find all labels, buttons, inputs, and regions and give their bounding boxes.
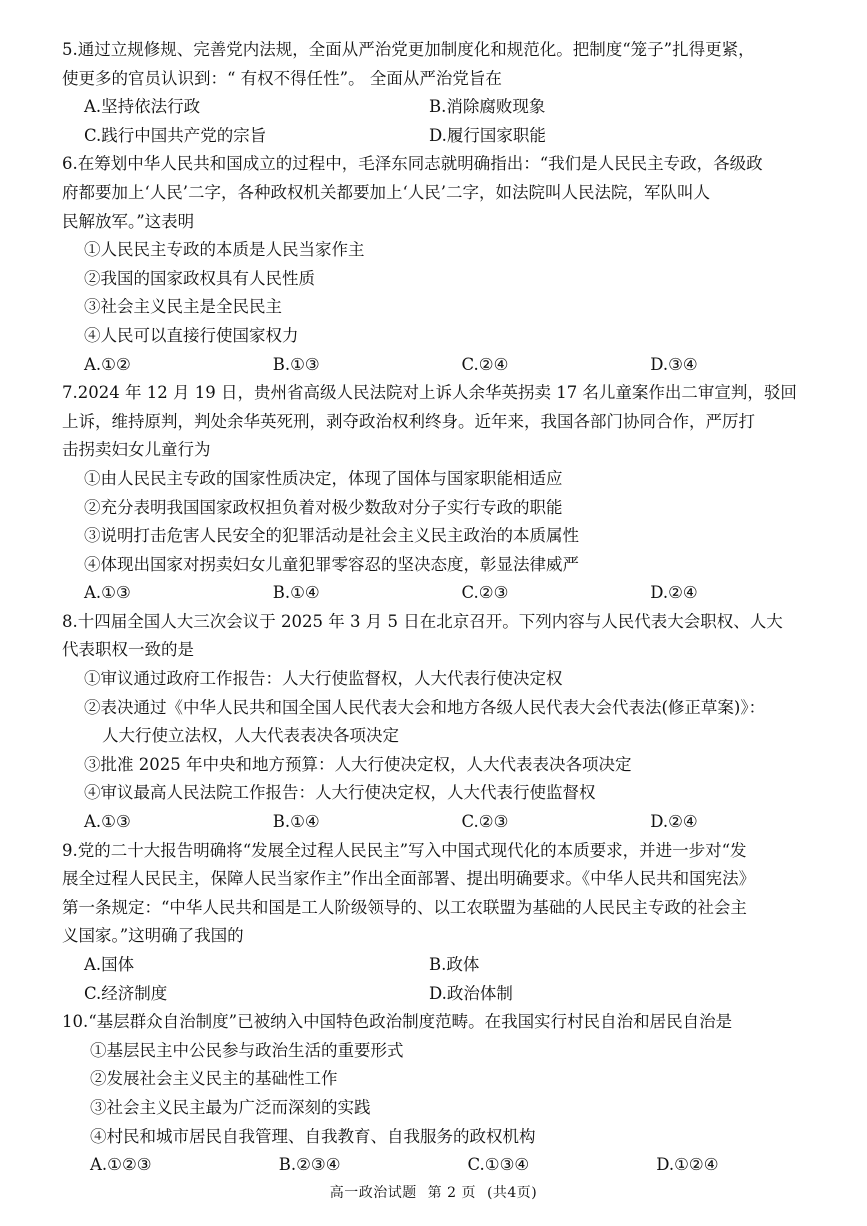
option-c: C.②③ (461, 583, 509, 603)
option-row (62, 980, 817, 1009)
option-d: D.②④ (650, 812, 698, 832)
question-stem-line: 5.通过立规修规、完善党内法规，全面从严治党更加制度化和规范化。把制度“笼子”扎得更紧， (62, 40, 755, 59)
option-row (62, 808, 817, 837)
statement-2: ②充分表明我国国家政权担负着对极少数敌对分子实行专政的职能 (84, 497, 563, 517)
option-b: B.①④ (272, 812, 320, 832)
statement-3: ③批准 2025 年中央和地方预算：人大行使决定权，人大代表表决各项决定 (84, 754, 632, 774)
question-6 (62, 150, 817, 379)
question-stem-line: 8.十四届全国人大三次会议于 2025 年 3 月 5 日在北京召开。下列内容与人民代表大会职权、人大 (62, 611, 783, 631)
option-b: B.①④ (272, 583, 320, 603)
statement-1: ①由人民民主专政的国家性质决定，体现了国体与国家职能相适应 (84, 468, 563, 488)
statement-3: ③说明打击危害人民安全的犯罪活动是社会主义民主政治的本质属性 (84, 526, 579, 546)
statement-4: ④村民和城市居民自我管理、自我教育、自我服务的政权机构 (90, 1126, 536, 1146)
option-b: B.消除腐败现象 (429, 97, 546, 117)
question-stem-line: 上诉，维持原判，判处余华英死刑，剥夺政治权利终身。近年来，我国各部门协同合作，严厉打 (62, 411, 755, 431)
option-row (62, 1151, 817, 1180)
footer-total-pages: (共4页) (486, 1185, 538, 1201)
question-stem-line: 6.在筹划中华人民共和国成立的过程中，毛泽东同志就明确指出：“我们是人民民主专政，各级政 (62, 154, 763, 174)
statement-2-continued: 人大行使立法权，人大代表表决各项决定 (102, 726, 399, 746)
option-b: B.②③④ (278, 1155, 341, 1175)
question-9 (62, 837, 817, 1009)
statement-1: ①人民民主专政的本质是人民当家作主 (84, 240, 365, 260)
option-d: D.政治体制 (429, 983, 513, 1003)
option-a: A.国体 (84, 955, 135, 974)
statement-4: ④人民可以直接行使国家权力 (84, 325, 299, 345)
option-row (62, 351, 817, 380)
option-d: D.履行国家职能 (429, 125, 546, 145)
option-b: B.①③ (272, 354, 320, 374)
option-a: A.①③ (84, 812, 131, 832)
option-a: A.①③ (84, 583, 131, 603)
question-stem-line: 10.“基层群众自治制度”已被纳入中国特色政治制度范畴。在我国实行村民自治和居民自治是 (62, 1012, 733, 1032)
option-d: D.②④ (650, 583, 698, 603)
option-c: C.践行中国共产党的宗旨 (84, 125, 267, 145)
question-stem-line: 府都要加上‘人民’二字，各种政权机关都要加上‘人民’二字，如法院叫人民法院，军队叫人 (62, 182, 710, 202)
footer-page-number: 第 2 页 (427, 1185, 476, 1201)
question-stem-line: 民解放军。”这表明 (62, 211, 195, 231)
question-stem-line: 击拐卖妇女儿童行为 (62, 440, 211, 460)
option-a: A.①②③ (90, 1155, 152, 1175)
option-c: C.②③ (461, 812, 509, 832)
question-10 (62, 1008, 817, 1180)
option-a: A.坚持依法行政 (84, 97, 201, 117)
question-7 (62, 379, 817, 608)
option-c: C.①③④ (467, 1155, 530, 1175)
option-row (62, 579, 817, 608)
footer-subject: 高一政治试题 (329, 1185, 417, 1201)
page-footer (0, 1182, 867, 1202)
statement-2: ②表决通过《中华人民共和国全国人民代表大会和地方各级人民代表大会代表法(修正草案)》： (84, 697, 766, 717)
statement-4: ④体现出国家对拐卖妇女儿童犯罪零容忍的坚决态度，彰显法律威严 (84, 554, 579, 574)
question-stem-line: 第一条规定：“中华人民共和国是工人阶级领导的、以工农联盟为基础的人民民主专政的社会主 (62, 897, 747, 917)
statement-3: ③社会主义民主是全民民主 (84, 297, 282, 317)
option-row (62, 951, 817, 980)
option-d: D.③④ (650, 354, 698, 374)
statement-2: ②我国的国家政权具有人民性质 (84, 268, 315, 288)
option-c: C.②④ (461, 354, 509, 374)
option-a: A.①② (84, 354, 131, 374)
option-b: B.政体 (429, 955, 480, 974)
option-d: D.①②④ (656, 1155, 719, 1175)
statement-4: ④审议最高人民法院工作报告：人大行使决定权，人大代表行使监督权 (84, 783, 596, 803)
question-stem-line: 7.2024 年 12 月 19 日，贵州省高级人民法院对上诉人余华英拐卖 17 名儿童案作出二审宣判，驳回 (62, 383, 797, 403)
question-8 (62, 608, 817, 837)
statement-1: ①审议通过政府工作报告：人大行使监督权，人大代表行使决定权 (84, 669, 563, 689)
statement-3: ③社会主义民主最为广泛而深刻的实践 (90, 1097, 371, 1117)
question-stem-line: 展全过程人民民主，保障人民当家作主”作出全面部署、提出明确要求。《中华人民共和国宪法》 (62, 869, 756, 889)
question-stem-line: 代表职权一致的是 (62, 640, 194, 660)
question-5 (62, 36, 817, 150)
statement-2: ②发展社会主义民主的基础性工作 (90, 1069, 338, 1089)
option-row (62, 93, 817, 122)
statement-1: ①基层民主中公民参与政治生活的重要形式 (90, 1040, 404, 1060)
question-stem-line: 义国家。”这明确了我国的 (62, 926, 244, 946)
question-stem-line: 9.党的二十大报告明确将“发展全过程人民民主”写入中国式现代化的本质要求，并进一步对“发 (62, 840, 747, 860)
option-row (62, 122, 817, 151)
option-c: C.经济制度 (84, 983, 168, 1003)
question-stem-line: 使更多的官员认识到：“ 有权不得任性”。 全面从严治党旨在 (62, 68, 502, 88)
